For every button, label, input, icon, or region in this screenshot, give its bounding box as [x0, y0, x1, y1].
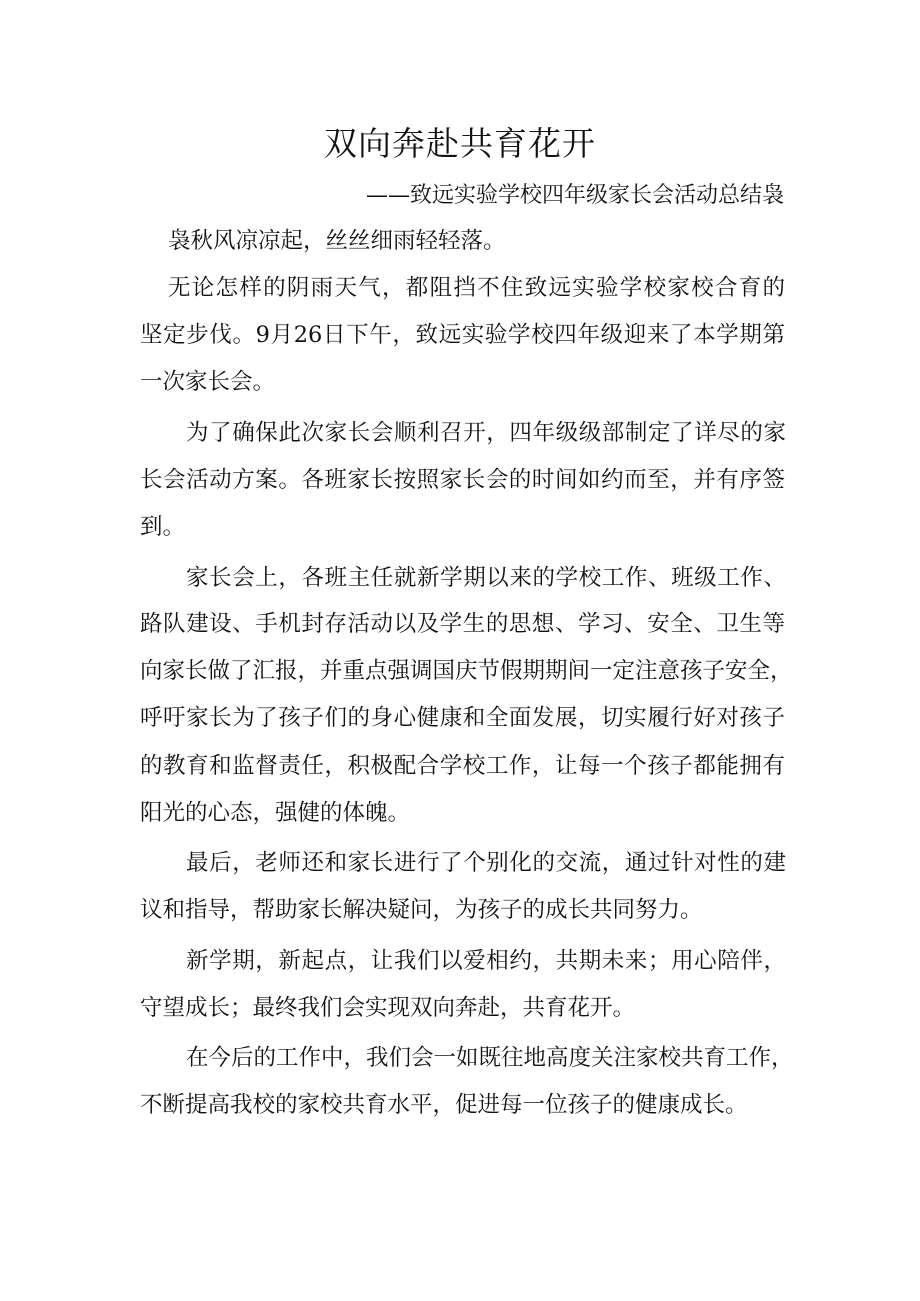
paragraph-line: 袅秋风凉凉起，丝丝细雨轻轻落。: [168, 228, 506, 254]
paragraph-line: 议和指导，帮助家长解决疑问，为孩子的成长共同努力。: [140, 897, 703, 923]
paragraph-line: 路队建设、手机封存活动以及学生的思想、学习、安全、卫生等: [140, 611, 785, 637]
document-subtitle: ——致远实验学校四年级家长会活动总结袅: [365, 183, 784, 208]
paragraph-line: 守望成长；最终我们会实现双向奔赴，共育花开。: [140, 995, 636, 1021]
paragraph-line: 的教育和监督责任，积极配合学校工作，让每一个孩子都能拥有: [140, 753, 785, 779]
paragraph-line: 到。: [140, 514, 186, 540]
paragraph-line: 不断提高我校的家校共育水平，促进每一位孩子的健康成长。: [140, 1092, 748, 1118]
paragraph-line: 无论怎样的阴雨天气，都阻挡不住致远实验学校家校合育的: [168, 275, 785, 301]
paragraph-line: 一次家长会。: [140, 369, 276, 395]
paragraph-line: 长会活动方案。各班家长按照家长会的时间如约而至，并有序签: [140, 467, 785, 493]
document-title: 双向奔赴共育花开: [324, 124, 596, 163]
paragraph-line: 家长会上，各班主任就新学期以来的学校工作、班级工作、: [186, 565, 786, 591]
paragraph-line: 在今后的工作中，我们会一如既往地高度关注家校共育工作，: [186, 1045, 794, 1071]
paragraph-line: 阳光的心态，强健的体魄。: [140, 800, 411, 826]
paragraph-line: 为了确保此次家长会顺利召开，四年级级部制定了详尽的家: [186, 420, 786, 446]
paragraph-line: 坚定步伐。9月26日下午，致远实验学校四年级迎来了本学期第: [140, 322, 785, 348]
paragraph-line: 最后，老师还和家长进行了个别化的交流，通过针对性的建: [186, 850, 786, 876]
paragraph-line: 新学期，新起点，让我们以爱相约，共期未来；用心陪伴，: [186, 948, 786, 974]
paragraph-line: 呼吁家长为了孩子们的身心健康和全面发展，切实履行好对孩子: [140, 705, 785, 731]
paragraph-line: 向家长做了汇报，并重点强调国庆节假期期间一定注意孩子安全，: [140, 658, 793, 684]
